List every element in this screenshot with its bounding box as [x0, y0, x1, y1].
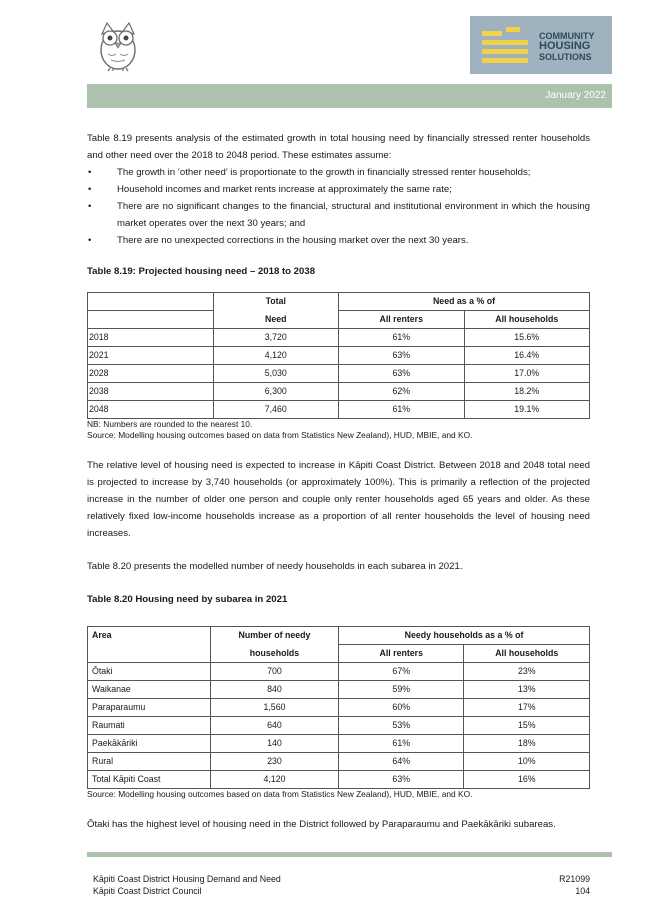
- cell-households: 17%: [464, 699, 590, 717]
- cell-need: 5,030: [213, 365, 339, 383]
- table-row: [88, 347, 590, 365]
- cell-need: 7,460: [213, 401, 339, 419]
- assumptions-list: [87, 164, 590, 249]
- header-band: [87, 84, 612, 108]
- cell-year: 2018: [88, 329, 214, 347]
- cell-renters: 63%: [339, 365, 465, 383]
- cell-renters: 63%: [338, 771, 464, 789]
- cell-households: 18.2%: [464, 383, 590, 401]
- cell-need: 6,300: [213, 383, 339, 401]
- house-stripes-icon: [472, 16, 538, 74]
- cell-area: Raumati: [88, 717, 211, 735]
- cell-renters: 60%: [338, 699, 464, 717]
- table-8-19-source: Source: Modelling housing outcomes based on data from Statistics New Zealand), HUD, MBIE, and KO.: [87, 430, 473, 440]
- conclusion-paragraph: Ōtaki has the highest level of housing need in the District followed by Paraparaumu and Paekākāriki subareas.: [87, 819, 556, 830]
- cell-renters: 62%: [339, 383, 465, 401]
- community-housing-solutions-logo: [470, 16, 612, 74]
- table-row: [88, 699, 590, 717]
- table-header-empty: [88, 293, 214, 311]
- table-row: [88, 663, 590, 681]
- cell-households: 16.4%: [464, 347, 590, 365]
- cell-renters: 61%: [339, 329, 465, 347]
- cell-renters: 53%: [338, 717, 464, 735]
- cell-needy: 1,560: [210, 699, 338, 717]
- cell-renters: 61%: [338, 735, 464, 753]
- cell-households: 18%: [464, 735, 590, 753]
- table-row: [88, 753, 590, 771]
- cell-households: 23%: [464, 663, 590, 681]
- table-header-area: Area: [88, 627, 211, 645]
- table-header-total: Total: [213, 293, 339, 311]
- cell-year: 2021: [88, 347, 214, 365]
- list-item: • There are no unexpected corrections in the housing market over the next 30 years.: [87, 232, 590, 249]
- intro-paragraph: Table 8.19 presents analysis of the estimated growth in total housing need by financially stressed renter households and other need over the 2018 to 2048 period. These estimates assume:: [87, 133, 590, 161]
- cell-households: 15%: [464, 717, 590, 735]
- table-8-20: [87, 626, 590, 789]
- cell-year: 2048: [88, 401, 214, 419]
- need-increase-paragraph: The relative level of housing need is expected to increase in Kāpiti Coast District. Between 2018 and 2048 total need is projected to increase by 3,740 households (or approximately 100%). This is primarily a reflection of the projected increase in the number of older one person and couple only renter households aged 65 years and older. As these relatively fixed low-income households increase as a proportion of all renter households the level of housing need increases.: [87, 460, 590, 539]
- chs-logo-line3: SOLUTIONS: [539, 52, 592, 62]
- cell-needy: 4,120: [210, 771, 338, 789]
- table-row: [88, 681, 590, 699]
- list-item: • There are no significant changes to the financial, structural and institutional environment in which the housing market operates over the next 30 years; and: [87, 198, 590, 232]
- cell-needy: 140: [210, 735, 338, 753]
- footer-doc-title: Kāpiti Coast District Housing Demand and Need: [93, 874, 281, 884]
- table-8-20-source: Source: Modelling housing outcomes based on data from Statistics New Zealand), HUD, MBIE, and KO.: [87, 789, 473, 799]
- cell-households: 17.0%: [464, 365, 590, 383]
- footer-left: [93, 873, 281, 897]
- table-row: [88, 329, 590, 347]
- table-row: [88, 383, 590, 401]
- cell-area: Paekākāriki: [88, 735, 211, 753]
- cell-needy: 840: [210, 681, 338, 699]
- table-8-20-title: Table 8.20 Housing need by subarea in 2021: [87, 594, 288, 605]
- cell-households: 15.6%: [464, 329, 590, 347]
- list-item: • The growth in ‘other need’ is proportionate to the growth in financially stressed renter households;: [87, 164, 590, 181]
- table-row: [88, 771, 590, 789]
- table-header-needy-line2: households: [210, 645, 338, 663]
- cell-area: Paraparaumu: [88, 699, 211, 717]
- cell-households: 19.1%: [464, 401, 590, 419]
- table-header-needy-group: Needy households as a % of: [338, 627, 589, 645]
- cell-households: 13%: [464, 681, 590, 699]
- table-header-all-households: All households: [464, 311, 590, 329]
- table-8-20-intro: Table 8.20 presents the modelled number of needy households in each subarea in 2021.: [87, 561, 463, 572]
- table-header-need: Need: [213, 311, 339, 329]
- cell-year: 2028: [88, 365, 214, 383]
- cell-area: Total Kāpiti Coast: [88, 771, 211, 789]
- table-header-all-renters: All renters: [338, 645, 464, 663]
- table-row: [88, 365, 590, 383]
- table-header-need-group: Need as a % of: [339, 293, 590, 311]
- cell-households: 10%: [464, 753, 590, 771]
- table-8-19: [87, 292, 590, 419]
- page-content: [87, 130, 590, 833]
- cell-area: Rural: [88, 753, 211, 771]
- cell-renters: 59%: [338, 681, 464, 699]
- table-row: [88, 401, 590, 419]
- cell-need: 4,120: [213, 347, 339, 365]
- cell-year: 2038: [88, 383, 214, 401]
- table-header-empty: [88, 311, 214, 329]
- footer-right: [559, 873, 590, 897]
- cell-renters: 61%: [339, 401, 465, 419]
- cell-area: Waikanae: [88, 681, 211, 699]
- table-header-all-renters: All renters: [339, 311, 465, 329]
- owl-logo-icon: [93, 18, 143, 72]
- footer-page-number: 104: [575, 886, 590, 896]
- cell-needy: 700: [210, 663, 338, 681]
- table-8-19-title: Table 8.19: Projected housing need – 2018 to 2038: [87, 266, 316, 277]
- cell-need: 3,720: [213, 329, 339, 347]
- footer-report-number: R21099: [559, 874, 590, 884]
- table-row: [88, 717, 590, 735]
- cell-needy: 640: [210, 717, 338, 735]
- chs-logo-line2: HOUSING: [539, 40, 591, 52]
- chs-logo-line1: COMMUNITY: [539, 31, 595, 41]
- cell-renters: 67%: [338, 663, 464, 681]
- cell-area: Ōtaki: [88, 663, 211, 681]
- footer-band: [87, 852, 612, 857]
- table-header-all-households: All households: [464, 645, 590, 663]
- header-date: January 2022: [545, 90, 606, 101]
- table-header-needy-line1: Number of needy: [210, 627, 338, 645]
- list-item: • Household incomes and market rents increase at approximately the same rate;: [87, 181, 590, 198]
- footer-org: Kāpiti Coast District Council: [93, 886, 202, 896]
- cell-needy: 230: [210, 753, 338, 771]
- cell-renters: 63%: [339, 347, 465, 365]
- table-8-19-note: NB: Numbers are rounded to the nearest 10.: [87, 419, 253, 429]
- cell-households: 16%: [464, 771, 590, 789]
- table-row: [88, 735, 590, 753]
- table-header-empty: [88, 645, 211, 663]
- cell-renters: 64%: [338, 753, 464, 771]
